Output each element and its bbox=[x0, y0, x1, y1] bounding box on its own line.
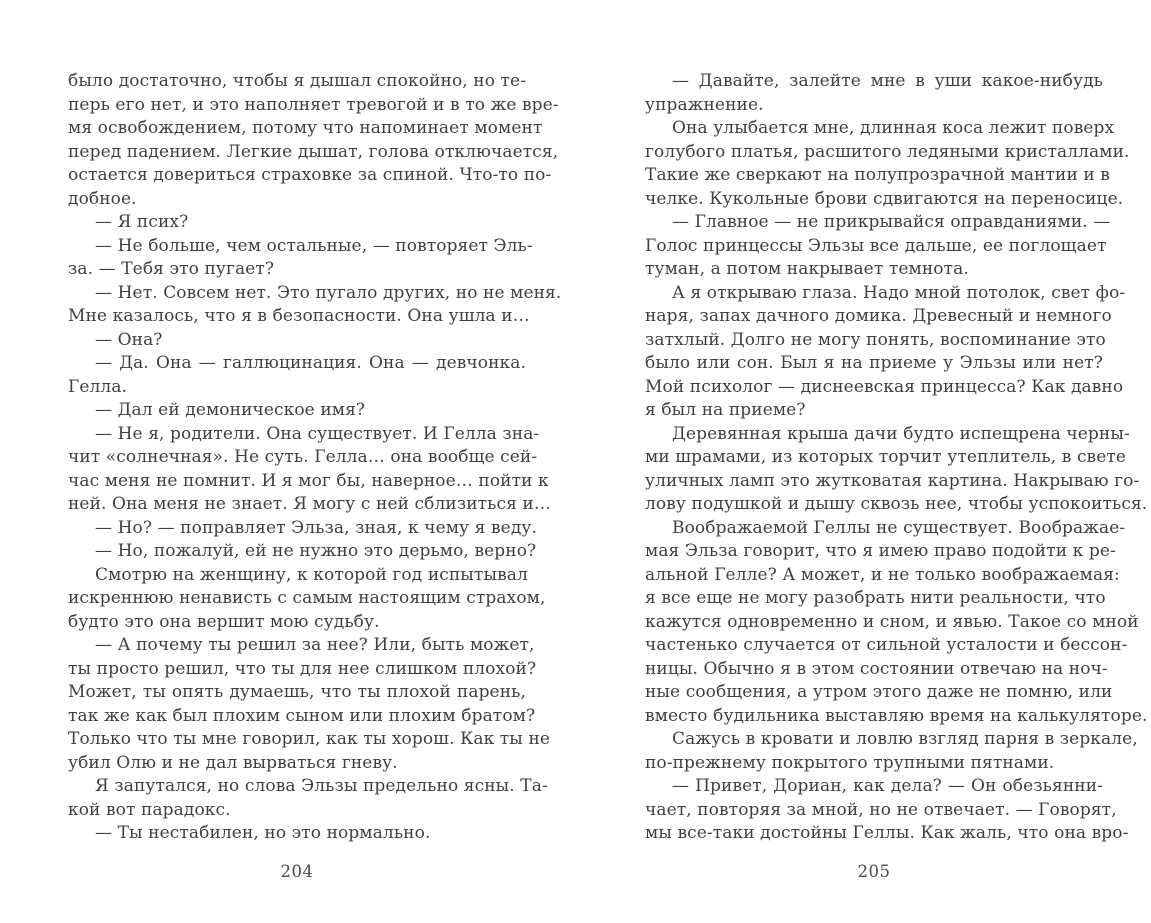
text-line: — Главное — не прикрывайся оправданиями. — bbox=[672, 212, 1111, 232]
text-line: — Не я, родители. Она существует. И Гелла зна- bbox=[95, 423, 540, 444]
text-line: мая Эльза говорит, что я имею право подойти к ре- bbox=[645, 541, 1116, 561]
paragraph bbox=[68, 822, 526, 846]
text-line: — Давайте, залейте мне в уши какое-нибудь bbox=[672, 71, 1103, 91]
text-line: чает, повторяя за мной, но не отвечает. — Говорят, bbox=[645, 799, 1117, 820]
text-line: убил Олю и не дал вырваться гневу. bbox=[68, 752, 398, 773]
text-line: наря, запах дачного домика. Древесный и немного bbox=[645, 306, 1112, 326]
text-line: — Не больше, чем остальные, — повторяет Эль- bbox=[95, 235, 533, 256]
text-line: туман, а потом накрывает темнота. bbox=[645, 259, 969, 279]
page-text bbox=[645, 70, 1148, 846]
text-line: альной Гелле? А может, и не только воображаемая: bbox=[645, 564, 1120, 585]
paragraph bbox=[645, 728, 1138, 775]
text-line: — Я псих? bbox=[95, 212, 189, 232]
book-page-left bbox=[68, 70, 562, 900]
text-line: я все еще не могу разобрать нити реальности, что bbox=[645, 588, 1106, 608]
text-line: добное. bbox=[68, 188, 137, 209]
text-line: Я запутался, но слова Эльзы предельно ясны. Та- bbox=[95, 776, 548, 796]
text-line: ней. Она меня не знает. Я могу с ней сблизиться и… bbox=[68, 494, 551, 514]
text-line: — Нет. Совсем нет. Это пугало других, но не меня. bbox=[95, 282, 562, 303]
text-line: челке. Кукольные брови сдвигаются на переносице. bbox=[645, 188, 1124, 209]
text-line: будто это она вершит мою судьбу. bbox=[68, 611, 380, 632]
text-line: ты просто решил, что ты для нее слишком плохой? bbox=[68, 658, 537, 679]
text-line: частенько случается от сильной усталости и бессон- bbox=[645, 635, 1128, 655]
page-number: 204 bbox=[280, 862, 314, 881]
paragraph bbox=[68, 211, 526, 235]
text-line: Она улыбается мне, длинная коса лежит поверх bbox=[672, 118, 1115, 138]
text-line: было достаточно, чтобы я дышал спокойно, но те- bbox=[68, 71, 527, 91]
text-line: — Но? — поправляет Эльза, зная, к чему я веду. bbox=[95, 517, 538, 538]
text-line: мя освобождением, потому что напоминает момент bbox=[68, 118, 543, 138]
text-line: Только что ты мне говорил, как ты хорош. Как ты не bbox=[68, 729, 551, 749]
text-line: искреннюю ненависть с самым настоящим страхом, bbox=[68, 588, 546, 608]
text-line: кой вот парадокс. bbox=[68, 799, 231, 820]
text-line: остается довериться страховке за спиной. Что-то по- bbox=[68, 165, 552, 185]
text-line: вместо будильника выставляю время на калькуляторе. bbox=[645, 705, 1148, 726]
paragraph bbox=[645, 517, 1148, 729]
paragraph bbox=[68, 634, 551, 775]
paragraph bbox=[645, 282, 1126, 423]
text-line: Деревянная крыша дачи будто испещрена черны- bbox=[672, 423, 1130, 444]
text-line: — Ты нестабилен, но это нормально. bbox=[95, 823, 431, 843]
paragraph bbox=[68, 399, 526, 423]
text-line: — Она? bbox=[95, 329, 163, 350]
text-line: ницы. Обычно я в этом состоянии отвечаю на ноч- bbox=[645, 658, 1108, 679]
page-text bbox=[68, 70, 562, 846]
text-line: Гелла. bbox=[68, 376, 128, 397]
text-line: было или сон. Был я на приеме у Эльзы или нет? bbox=[645, 353, 1103, 373]
paragraph bbox=[68, 352, 526, 399]
paragraph bbox=[68, 540, 537, 564]
text-line: чит «солнечная». Не суть. Гелла… она вообще сей- bbox=[68, 447, 538, 467]
text-line: я был на приеме? bbox=[645, 400, 806, 420]
text-line: — Да. Она — галлюцинация. Она — девчонка. bbox=[95, 353, 526, 373]
paragraph bbox=[645, 70, 1103, 117]
paragraph bbox=[68, 70, 559, 211]
text-line: Смотрю на женщину, к которой год испытывал bbox=[95, 564, 528, 585]
text-line: лову подушкой и дышу сквозь нее, чтобы успокоиться. bbox=[645, 494, 1148, 514]
paragraph bbox=[645, 775, 1129, 846]
text-line: перед падением. Легкие дышат, голова отключается, bbox=[68, 141, 559, 162]
text-line: — Но, пожалуй, ей не нужно это дерьмо, верно? bbox=[95, 541, 537, 561]
paragraph bbox=[68, 517, 538, 541]
text-line: упражнение. bbox=[645, 94, 764, 115]
text-line: кажутся одновременно и сном, и явью. Такое со мной bbox=[645, 611, 1139, 632]
paragraph bbox=[68, 282, 562, 329]
text-line: А я открываю глаза. Надо мной потолок, свет фо- bbox=[672, 282, 1126, 303]
text-line: — Привет, Дориан, как дела? — Он обезьянни- bbox=[672, 776, 1103, 796]
paragraph bbox=[68, 329, 526, 353]
text-line: — А почему ты решил за нее? Или, быть может, bbox=[95, 635, 535, 655]
paragraph bbox=[68, 423, 551, 517]
text-line: Голос принцессы Эльзы все дальше, ее поглощает bbox=[645, 235, 1107, 256]
paragraph bbox=[68, 775, 548, 822]
text-line: Мне казалось, что я в безопасности. Она ушла и… bbox=[68, 306, 530, 326]
text-line: ми шрамами, из которых торчит утеплитель, в свете bbox=[645, 447, 1127, 467]
paragraph bbox=[645, 117, 1130, 211]
paragraph bbox=[645, 211, 1111, 282]
text-line: уличных ламп это жутковатая картина. Накрываю го- bbox=[645, 470, 1140, 491]
paragraph bbox=[68, 564, 546, 635]
paragraph bbox=[68, 235, 533, 282]
text-line: так же как был плохим сыном или плохим братом? bbox=[68, 705, 536, 726]
text-line: Мой психолог — диснеевская принцесса? Как давно bbox=[645, 376, 1124, 397]
text-line: затхлый. Долго не могу понять, воспоминание это bbox=[645, 329, 1106, 350]
text-line: Сажусь в кровати и ловлю взгляд парня в зеркале, bbox=[672, 729, 1138, 749]
paragraph bbox=[645, 423, 1148, 517]
text-line: ные сообщения, а утром этого даже не помню, или bbox=[645, 682, 1113, 702]
text-line: — Дал ей демоническое имя? bbox=[95, 400, 366, 420]
text-line: мы все-таки достойны Геллы. Как жаль, что она вро- bbox=[645, 823, 1129, 843]
text-line: Может, ты опять думаешь, что ты плохой парень, bbox=[68, 682, 526, 702]
text-line: час меня не помнит. И я мог бы, наверное… пойти к bbox=[68, 470, 549, 491]
text-line: перь его нет, и это наполняет тревогой и в то же вре- bbox=[68, 94, 559, 115]
text-line: Такие же сверкают на полупрозрачной мантии и в bbox=[645, 165, 1110, 185]
text-line: голубого платья, расшитого ледяными кристаллами. bbox=[645, 141, 1130, 162]
page-number: 205 bbox=[857, 862, 891, 881]
text-line: по-прежнему покрытого трупными пятнами. bbox=[645, 752, 1055, 773]
text-line: Воображаемой Геллы не существует. Воображае- bbox=[672, 517, 1126, 538]
book-page-right bbox=[645, 70, 1148, 900]
text-line: за. — Тебя это пугает? bbox=[68, 259, 275, 279]
